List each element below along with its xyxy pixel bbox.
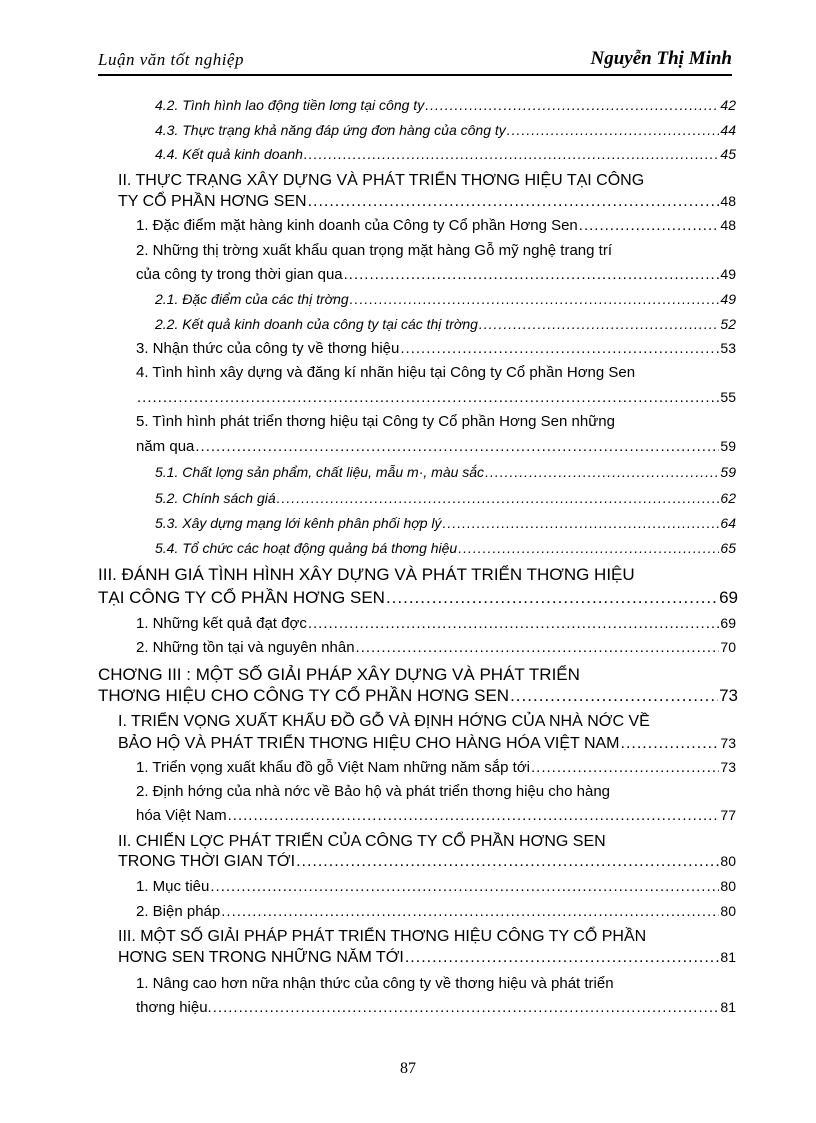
toc-entry <box>155 515 736 531</box>
toc-entry-title: 4.3. Thực trạng khả năng đáp ứng đơn hàng của công ty <box>155 122 506 138</box>
toc-entry <box>118 949 736 967</box>
toc-entry-line: 2. Định hớng của nhà nớc về Bảo hộ và phát triển thơng hiệu cho hàng <box>136 783 611 800</box>
toc-entry-page: 81 <box>720 999 736 1015</box>
toc-entry-page: 64 <box>720 515 736 531</box>
toc-entry <box>118 735 736 753</box>
toc-entry-title: 2.1. Đặc điểm của các thị trờng <box>155 291 349 307</box>
toc-entry-page: 80 <box>720 853 736 869</box>
toc-entry-page: 65 <box>720 540 736 556</box>
toc-entry-line: 2. Những thị trờng xuất khẩu quan trọng mặt hàng Gỗ mỹ nghệ trang trí <box>136 242 612 259</box>
toc-entry <box>155 122 736 138</box>
toc-entry-title: TẠI CÔNG TY CỔ PHẦN HƠNG SEN <box>98 588 385 607</box>
toc-entry-title: 1. Đặc điểm mặt hàng kinh doanh của Công ty Cổ phần Hơng Sen <box>136 217 578 234</box>
toc-entry-page: 48 <box>720 193 736 209</box>
toc-entry-page: 45 <box>720 146 736 162</box>
toc-entry <box>136 340 736 357</box>
toc-entry-page: 73 <box>720 735 736 751</box>
toc-entry-line: 1. Nâng cao hơn nữa nhận thức của công ty về thơng hiệu và phát triển <box>136 975 614 992</box>
toc-entry-title: 5.1. Chất lợng sản phẩm, chất liệu, mẫu m·, màu sắc <box>155 464 485 480</box>
toc-entry-page: 73 <box>719 686 738 705</box>
toc-entry-page: 69 <box>720 615 736 631</box>
header-left-title: Luận văn tốt nghiệp <box>98 50 244 69</box>
toc-entry <box>155 540 736 556</box>
toc-entry-title: 2.2. Kết quả kinh doanh của công ty tại các thị trờng <box>155 316 478 332</box>
toc-entry <box>136 999 736 1016</box>
toc-entry-line: III. MỘT SỐ GIẢI PHÁP PHÁT TRIỂN THƠNG HIỆU CÔNG TY CỔ PHẦN <box>118 928 647 945</box>
toc-entry <box>136 639 736 656</box>
toc-entry-title: thơng hiệu. <box>136 999 212 1016</box>
toc-entry-title: 1. Triển vọng xuất khẩu đồ gỗ Việt Nam những năm sắp tới <box>136 759 530 776</box>
toc-entry-title: 2. Biện pháp <box>136 903 221 920</box>
toc-entry-page: 55 <box>720 389 736 405</box>
page-header <box>98 46 732 76</box>
toc-entry <box>118 193 736 211</box>
toc-entry <box>155 490 736 506</box>
toc-entry-title: THƠNG HIỆU CHO CÔNG TY CỔ PHẦN HƠNG SEN <box>98 686 510 705</box>
toc-entry-title: của công ty trong thời gian qua <box>136 266 343 283</box>
toc-entry <box>136 878 736 895</box>
toc-entry-page: 70 <box>720 639 736 655</box>
toc-entry-page: 53 <box>720 340 736 356</box>
toc-entry-title: 5.3. Xây dựng mạng lới kênh phân phối hợp lý <box>155 515 442 531</box>
toc-entry <box>136 389 736 406</box>
toc-entry <box>155 464 736 480</box>
toc-entry-page: 49 <box>720 291 736 307</box>
toc-entry-line: 5. Tình hình phát triển thơng hiệu tại Công ty Cổ phần Hơng Sen những <box>136 413 615 430</box>
toc-entry <box>155 97 736 113</box>
toc-entry-title: 1. Những kết quả đạt đợc <box>136 615 307 632</box>
toc-entry-title: 4.2. Tình hình lao động tiền lơng tại công ty <box>155 97 425 113</box>
toc-entry-line: II. THỰC TRẠNG XÂY DỰNG VÀ PHÁT TRIỂN THƠNG HIỆU TẠI CÔNG <box>118 172 645 189</box>
toc-entry-page: 80 <box>720 878 736 894</box>
toc-entry <box>155 316 736 332</box>
toc-entry-title: HƠNG SEN TRONG NHỮNG NĂM TỚI <box>118 949 404 966</box>
toc-entry-title: 1. Mục tiêu <box>136 878 210 895</box>
toc-entry-page: 59 <box>720 438 736 454</box>
page-number: 87 <box>400 1060 416 1077</box>
toc-entry <box>118 853 736 871</box>
toc-entry-line: II. CHIẾN LỢC PHÁT TRIỂN CỦA CÔNG TY CỔ PHẦN HƠNG SEN <box>118 833 606 850</box>
toc-entry-page: 48 <box>720 217 736 233</box>
toc-entry-line: CHƠNG III : MỘT SỐ GIẢI PHÁP XÂY DỰNG VÀ PHÁT TRIỂN <box>98 665 580 684</box>
toc-entry-page: 81 <box>720 949 736 965</box>
toc-entry-title: BẢO HỘ VÀ PHÁT TRIỂN THƠNG HIỆU CHO HÀNG HÓA VIỆT NAM <box>118 735 620 752</box>
toc-entry-page: 59 <box>720 464 736 480</box>
toc-entry-title: 4.4. Kết quả kinh doanh <box>155 146 303 162</box>
toc-entry-page: 44 <box>720 122 736 138</box>
toc-entry <box>136 266 736 283</box>
toc-entry-title: 3. Nhận thức của công ty về thơng hiệu <box>136 340 400 357</box>
toc-entry <box>155 291 736 307</box>
toc-entry-page: 42 <box>720 97 736 113</box>
toc-entry <box>136 903 736 920</box>
header-author: Nguyễn Thị Minh <box>590 48 732 69</box>
toc-entry-line: III. ĐÁNH GIÁ TÌNH HÌNH XÂY DỰNG VÀ PHÁT TRIỂN THƠNG HIỆU <box>98 565 635 584</box>
toc-entry-title: 2. Những tồn tại và nguyên nhân <box>136 639 355 656</box>
toc-entry-page: 69 <box>719 588 738 607</box>
toc-entry <box>136 615 736 632</box>
toc-entry-title: 5.2. Chính sách giá <box>155 490 276 506</box>
toc-entry-title: TY CỔ PHẦN HƠNG SEN <box>118 193 307 210</box>
toc-entry-line: 4. Tình hình xây dựng và đăng kí nhãn hiệu tại Công ty Cổ phần Hơng Sen <box>136 364 636 381</box>
toc-entry-page: 52 <box>720 316 736 332</box>
toc-entry-line: I. TRIỂN VỌNG XUẤT KHẨU ĐỒ GỖ VÀ ĐỊNH HỚNG CỦA NHÀ NỚC VỀ <box>118 713 650 730</box>
toc-entry <box>136 438 736 455</box>
toc-entry-title: 5.4. Tổ chức các hoạt động quảng bá thơng hiệu <box>155 540 458 556</box>
toc-entry <box>155 146 736 162</box>
toc-entry <box>136 759 736 776</box>
toc-entry-title: năm qua <box>136 438 195 455</box>
toc-entry-page: 73 <box>720 759 736 775</box>
toc-entry-page: 80 <box>720 903 736 919</box>
toc-entry <box>98 588 738 608</box>
toc-entry-title: hóa Việt Nam <box>136 807 227 824</box>
toc-entry <box>136 217 736 234</box>
toc-entry <box>98 686 738 706</box>
toc-entry-page: 77 <box>720 807 736 823</box>
toc-entry-page: 49 <box>720 266 736 282</box>
toc-entry <box>136 807 736 824</box>
toc-entry-title: TRONG THỜI GIAN TỚI <box>118 853 296 870</box>
toc-entry-page: 62 <box>720 490 736 506</box>
